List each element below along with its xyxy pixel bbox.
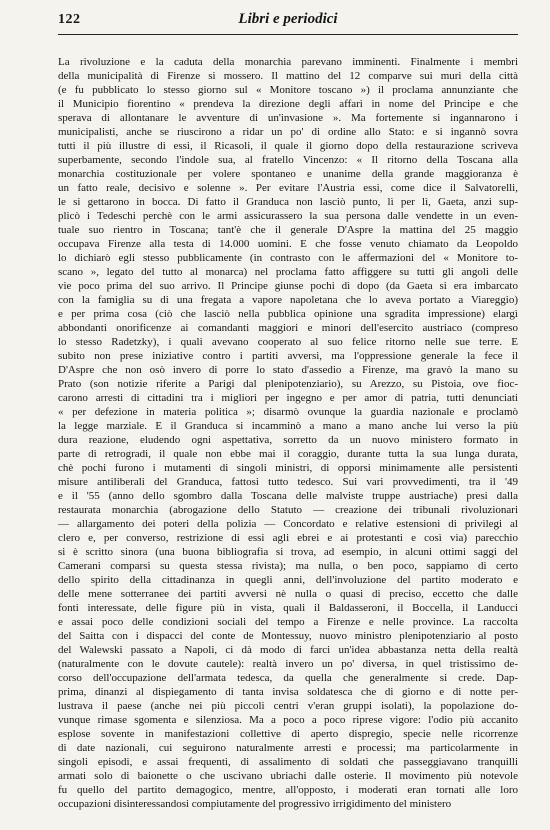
text-line: sperava di allontanare le avventure di un'invasione ». Ma fortemente si ingannarono i: [58, 112, 518, 124]
text-line: dura reazione, eludendo ogni aspettativa, sorretto da un nuovo ministero formato in: [58, 434, 518, 446]
text-line: prima, dinanzi al dispiegamento di tanta invisa soldatesca che di giorno e di notte per-: [58, 686, 518, 698]
text-line: fu quello del partito demagogico, mentre, all'opposto, i moderati eran tornati alle loro: [58, 784, 518, 796]
text-line: lustrava il paese (anche nei più piccoli centri v'eran gruppi isolati), la popolazione do-: [58, 700, 518, 712]
text-line: abbondanti onorificenze ai comandanti maggiori e minori dell'esercito austriaco (compreso: [58, 322, 518, 334]
text-line: carono arresti di cittadini tra i migliori per ingegno e per amor di patria, tutti denunciati: [58, 392, 518, 404]
text-line: tuale suo rientro in Toscana; tant'è che il generale D'Aspre la mattina del 25 maggio: [58, 224, 518, 236]
text-line: la legge marziale. E il Granduca si incamminò a mano a mano anche lui verso la più: [58, 420, 518, 432]
text-line: e assai poco delle condizioni sociali del tempo a Firenze e nelle province. La raccolta: [58, 616, 518, 628]
text-line: superbamente, secondo l'indole sua, al fratello Vincenzo: « Il ritorno della Toscana alla: [58, 154, 518, 166]
text-line: con la famiglia su di una fregata a vapore napoletana che lo aveva portato a Viareggio): [58, 294, 518, 306]
text-line: lo dichiarò egli stesso pubblicamente (in contrasto con le affermazioni del « Monitore to-: [58, 252, 518, 264]
text-line: delle mene sotterranee dei partiti avversi nè nulla o quasi di preciso, eccetto che dalle: [58, 588, 518, 600]
text-line: singoli episodi, e assai frequenti, di assalimento di soldati che passeggiavano tranquilli: [58, 756, 518, 768]
text-line: armati solo di baionette o che uscivano ubriachi dalle osterie. Il movimento più notevole: [58, 770, 518, 782]
text-line: esplose sovente in manifestazioni collettive di aperto dispregio, specie nelle ricorrenze: [58, 728, 518, 740]
text-line: e per prima cosa (ciò che lasciò nella pubblica opinione una sgradita impressione) elargì: [58, 308, 518, 320]
text-line: parte di retrogradi, il quale non ebbe mai il coraggio, durante tutta la sua lunga durata,: [58, 448, 518, 460]
text-line: municipalisti, anche se riuscirono a ridar un po' di ordine allo Stato: e si ingannò sovra: [58, 126, 518, 138]
text-line: La rivoluzione e la caduta della monarchia parevano imminenti. Finalmente i membri: [58, 56, 518, 68]
text-line: fonti interessate, delle figure più in vista, quali il Baldasseroni, il Boccella, il Landucci: [58, 602, 518, 614]
running-title: Libri e periodici: [238, 11, 338, 27]
text-line: dello spirito della cittadinanza in quegli anni, dell'involuzione del partito moderato e: [58, 574, 518, 586]
text-line: vie poco prima del suo arrivo. Il Principe giunse pochi dì dopo (da Gaeta si era imbarcato: [58, 280, 518, 292]
page-number: 122: [58, 12, 81, 27]
text-line: lo stesso Radetzky), i quali avevano cooperato al suo felice ritorno nelle sue terre. E: [58, 336, 518, 348]
text-line: tutti il più illustre di essi, il Ricasoli, il quale il giorno dopo della restaurazione scriveva: [58, 140, 518, 152]
text-line: monarchia costituzionale per volere spontaneo e unanime della grande maggioranza è: [58, 168, 518, 180]
text-line: clero e, per converso, restrizione di essi agli ebrei e ai protestanti e così via) parecchio: [58, 532, 518, 544]
text-line: si è scritto sinora (una buona bibliografia si trova, ad esempio, in alcuni ottimi saggi del: [58, 546, 518, 558]
text-line: le si gettarono in bocca. Di fatto il Granduca non lasciò punto, lì per lì, Gaeta, anzi sup-: [58, 196, 518, 208]
text-line: Camerani comparsi su questa stessa rivista); ma nulla, o ben poco, sappiamo di certo: [58, 560, 518, 572]
text-line: plicò i Tedeschi perchè con le armi assicurassero la sua persona dalle vendette in un even-: [58, 210, 518, 222]
text-line: della municipalità di Firenze si mossero. Il mattino del 12 comparve sui muri della città: [58, 70, 518, 82]
page-header: [58, 10, 518, 32]
text-line: subito non prese iniziative contro i partiti avversi, ma l'oppressione generale la fece il: [58, 350, 518, 362]
text-line: vunque rimase sgomenta e silenziosa. Ma a poco a poco riprese vigore: l'odio più accanito: [58, 714, 518, 726]
text-line: corso dell'occupazione dell'armata tedesca, da quella che generalmente si crede. Dap-: [58, 672, 518, 684]
text-line: scano », legato del tutto al monarca) nel proclama fatto affiggere su tutti gli angoli delle: [58, 266, 518, 278]
body-text: [58, 55, 518, 811]
text-line: — allargamento dei poteri della polizia — Concordato e relative estensioni di privilegi al: [58, 518, 518, 530]
text-line: (naturalmente con le dovute cautele): realtà invero un po' diversa, in quel tristissimo de-: [58, 658, 518, 670]
text-line: chè pochi furono i mutamenti di singoli ministri, di opporsi minimamente alle persistenti: [58, 462, 518, 474]
text-line: D'Aspre che non osò invero di porre lo stato d'assedio a Firenze, ma gravò la mano su: [58, 364, 518, 376]
text-line: di date nazionali, cui seguirono naturalmente arresti e processi; ma particolarmente in: [58, 742, 518, 754]
text-line: occupava Firenze alla testa di 14.000 uomini. E che fosse venuto chiamato da Leopoldo: [58, 238, 518, 250]
text-line: Prato (son notizie riferite a Parigi dal plenipotenziario), su Arezzo, su Pistoia, ove fioc-: [58, 378, 518, 390]
text-line: occupazioni disinteressandosi compiutamente del progressivo irrigidimento del ministero: [58, 798, 452, 810]
text-line: del Saitta con i dispacci del conte de Montessuy, nuovo ministro plenipotenziario al posto: [58, 630, 518, 642]
text-line: misure antiliberali del Granduca, fattosi tutto tedesco. Sui vari provvedimenti, tra il '49: [58, 476, 518, 488]
text-line: « per defezione in materia politica »; disarmò ovunque la guardia nazionale e proclamò: [58, 406, 518, 418]
text-line: del Walewski passato a Napoli, ci dà modo di farci un'idea abbastanza netta della realtà: [58, 644, 518, 656]
text-line: il Municipio fiorentino « prendeva la direzione degli affari in nome del Principe e che: [58, 98, 518, 110]
text-line: (e fu pubblicato lo stesso giorno sul « Monitore toscano ») il proclama annunziante che: [58, 84, 518, 96]
text-line: un fatto reale, decisivo e solenne ». Per evitare l'Austria essi, come dice il Salvatorelli,: [58, 182, 518, 194]
text-line: restaurata monarchia (abrogazione dello Statuto — creazione dei tribunali rivoluzionari: [58, 504, 518, 516]
text-line: e il '55 (anno dello sgombro dalla Toscana delle malviste truppe austriache) presi dalla: [58, 490, 518, 502]
header-rule: [58, 34, 518, 35]
